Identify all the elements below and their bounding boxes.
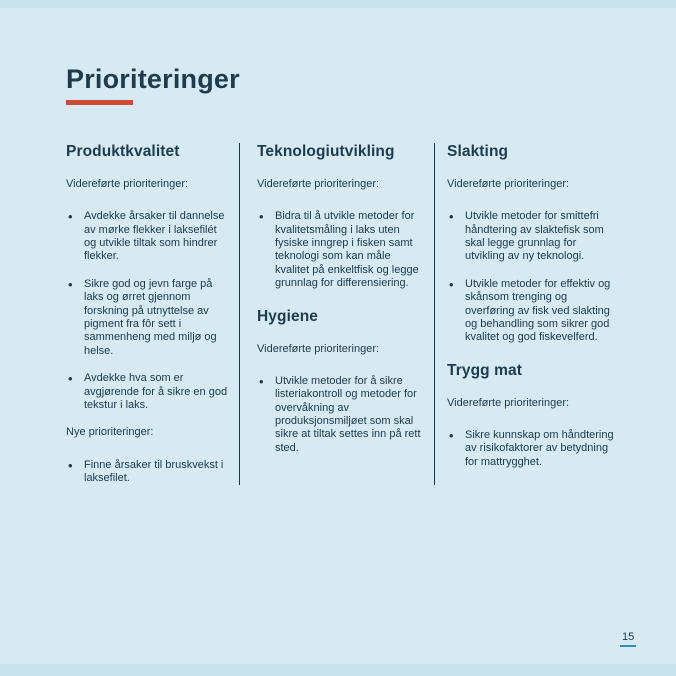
subheading-viderefoerte: Videreførte prioriteringer: [66, 178, 189, 190]
section-heading-teknologiutvikling: Teknologiutvikling [257, 143, 395, 160]
bottom-edge-strip [0, 664, 676, 676]
subheading-viderefoerte: Videreførte prioriteringer: [257, 342, 380, 355]
bullet-item: • Utvikle metoder for smittefri håndtering av slaktefisk som skal legge grunnlag for utvikling av ny teknologi. [447, 210, 619, 264]
top-edge-strip [0, 0, 676, 8]
column-teknologiutvikling [257, 143, 424, 469]
bullet-list [257, 210, 424, 290]
bullet-list [66, 210, 228, 412]
column-divider-2 [434, 143, 435, 485]
column-produktkvalitet [66, 143, 228, 499]
bullet-item: • Sikre kunnskap om håndtering av risikofaktorer av betydning for mattrygghet. [447, 429, 619, 469]
subheading-nye: Nye prioriteringer: [66, 426, 154, 439]
column-slakting [447, 143, 619, 483]
bullet-item: • Sikre god og jevn farge på laks og ørret gjennom forskning på utnyttelse av pigment fra fôr sett i sammenheng med miljø og helse. [66, 278, 228, 358]
section-heading-hygiene: Hygiene [257, 307, 318, 325]
bullet-item: • Utvikle metoder for effektiv og skånsom trenging og overføring av fisk ved slakting og behandling som sikrer god kvalitet og god fiskevelferd. [447, 278, 619, 345]
page-title: Prioriteringer [66, 64, 240, 94]
bullet-item: • Bidra til å utvikle metoder for kvalitetsmåling i laks uten fysiske inngrep i fisken samt teknologi som kan måle kvalitet på enkeltfisk og legge grunnlag for differensiering. [257, 210, 424, 290]
section-heading-produktkvalitet: Produktkvalitet [66, 143, 180, 160]
section-heading-trygg-mat: Trygg mat [447, 361, 522, 379]
bullet-item: • Avdekke årsaker til dannelse av mørke flekker i laksefilét og utvikle tiltak som hindrer flekker. [66, 210, 228, 264]
subheading-viderefoerte: Videreførte prioriteringer: [447, 396, 570, 409]
subheading-viderefoerte: Videreførte prioriteringer: [447, 178, 570, 190]
bullet-list [257, 375, 424, 455]
bullet-item: • Utvikle metoder for å sikre listeriakontroll og metoder for overvåkning av produksjonsmiljøet som skal sikre at tiltak settes inn på rett sted. [257, 375, 424, 455]
bullet-item: • Finne årsaker til bruskvekst i laksefilet. [66, 459, 228, 486]
section-heading-slakting: Slakting [447, 143, 509, 160]
page-number: 15 [620, 631, 636, 647]
bullet-list [447, 429, 619, 469]
bullet-item: • Avdekke hva som er avgjørende for å sikre en god tekstur i laks. [66, 372, 228, 412]
bullet-list [447, 210, 619, 345]
subheading-viderefoerte: Videreførte prioriteringer: [257, 178, 380, 190]
bullet-list [66, 459, 228, 486]
title-underline [66, 100, 133, 105]
column-divider-1 [239, 143, 240, 485]
